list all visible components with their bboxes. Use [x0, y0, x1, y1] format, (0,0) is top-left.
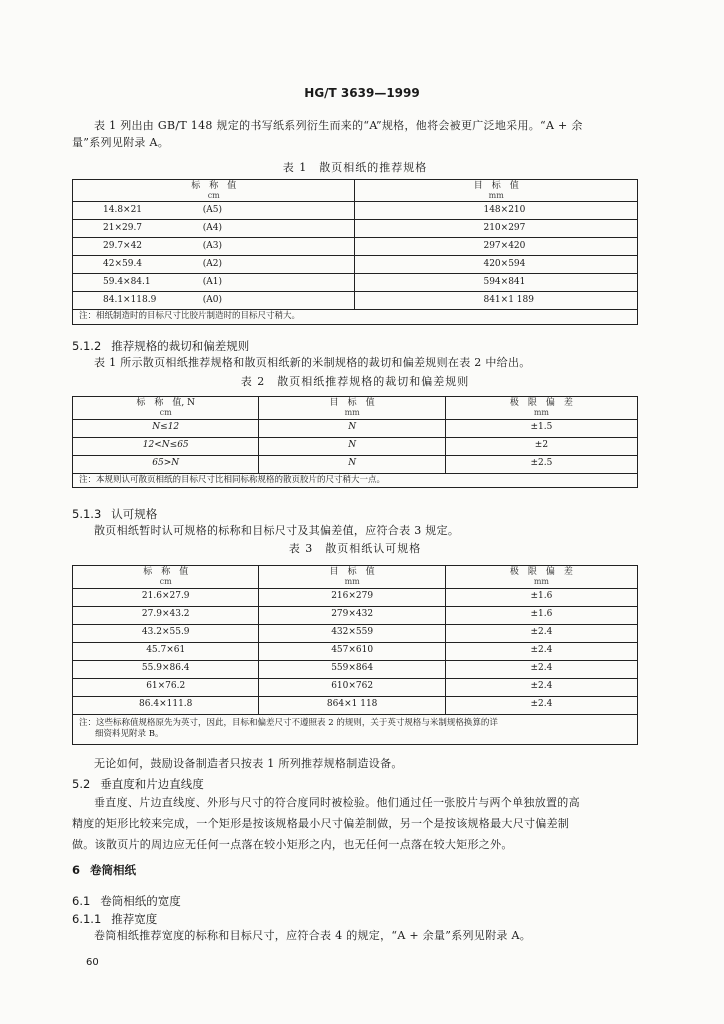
table1-target-cell: 841×1 189 — [355, 292, 638, 310]
section-5-1-3-text: 散页相纸暂时认可规格的标称和目标尺寸及其偏差值，应符合表 3 规定。 — [94, 524, 460, 538]
table-row — [73, 660, 638, 678]
table1-series-cell: (A1) — [197, 274, 355, 292]
table2-note: 注：本规则认可散页相纸的目标尺寸比相同标称规格的散页胶片的尺寸稍大一点。 — [73, 473, 638, 488]
table3-title: 表 3 散页相纸认可规格 — [288, 541, 422, 555]
table3-tolerance-cell: ±2.4 — [445, 624, 637, 642]
table1-nominal-cell: 42×59.4 — [73, 256, 197, 274]
table2-header-tolerance: 极 限 偏 差 mm — [445, 397, 637, 420]
table-row — [73, 292, 638, 310]
table3-target-cell: 457×610 — [259, 642, 445, 660]
table3-header-target: 目 标 值 mm — [259, 566, 445, 589]
table-row — [73, 274, 638, 292]
intro-line-2: 量”系列见附录 A。 — [72, 135, 170, 149]
table1 — [72, 179, 638, 325]
table3-tolerance-cell: ±2.4 — [445, 696, 637, 714]
section-6-1-1-heading: 6.1.1 推荐宽度 — [72, 912, 158, 926]
table3-target-cell: 216×279 — [259, 588, 445, 606]
table1-target-cell: 297×420 — [355, 238, 638, 256]
table-row — [73, 238, 638, 256]
table3-tolerance-cell: ±2.4 — [445, 660, 637, 678]
table-row — [73, 220, 638, 238]
table3-nominal-cell: 45.7×61 — [73, 642, 259, 660]
page-number: 60 — [86, 957, 99, 968]
table-row — [73, 455, 638, 473]
table1-header-nominal: 标 称 值 cm — [73, 179, 355, 202]
table3-nominal-cell: 61×76.2 — [73, 678, 259, 696]
table1-series-cell: (A0) — [197, 292, 355, 310]
table1-note: 注：相纸制造时的目标尺寸比胶片制造时的目标尺寸稍大。 — [73, 310, 638, 325]
table-row — [73, 624, 638, 642]
table1-header-target: 目 标 值 mm — [355, 179, 638, 202]
table3-target-cell: 610×762 — [259, 678, 445, 696]
table1-target-cell: 594×841 — [355, 274, 638, 292]
section-5-1-2-heading: 5.1.2 推荐规格的裁切和偏差规则 — [72, 339, 250, 353]
table1-nominal-cell: 14.8×21 — [73, 202, 197, 220]
table-row — [73, 437, 638, 455]
table3-tolerance-cell: ±1.6 — [445, 588, 637, 606]
table-row — [73, 202, 638, 220]
table3-nominal-cell: 27.9×43.2 — [73, 606, 259, 624]
table1-series-cell: (A5) — [197, 202, 355, 220]
table1-section — [72, 160, 638, 325]
table1-title: 表 1 散页相纸的推荐规格 — [282, 161, 428, 174]
table2-section — [72, 396, 638, 488]
table-row — [73, 588, 638, 606]
intro-line-1: 表 1 列出由 GB/T 148 规定的书写纸系列衍生而来的“A”规格，他将会被更广泛地采用。“A + 余 — [94, 119, 583, 132]
table3-section — [72, 565, 638, 745]
section-5-2-text: 垂直度、片边直线度、外形与尺寸的符合度同时被检验。他们通过任一张胶片与两个单独放置的高 精度的矩形比较来完成，一个矩形是按该规格最小尺寸偏差制做，另一个是按该规格最大尺寸偏差制 做。该散页片的周边应无任何一点落在较小矩形之内，也无任何一点落在较大矩形之外。 — [72, 796, 580, 852]
section-6-1-heading: 6.1 卷筒相纸的宽度 — [72, 894, 181, 908]
table1-nominal-cell: 84.1×118.9 — [73, 292, 197, 310]
table1-nominal-cell: 21×29.7 — [73, 220, 197, 238]
table-row — [73, 696, 638, 714]
table3-target-cell: 279×432 — [259, 606, 445, 624]
table1-nominal-cell: 59.4×84.1 — [73, 274, 197, 292]
table2-nominal-cell: N≤12 — [73, 419, 259, 437]
table1-target-cell: 210×297 — [355, 220, 638, 238]
table1-target-cell: 148×210 — [355, 202, 638, 220]
table3-header-nominal: 标 称 值 cm — [73, 566, 259, 589]
table3-target-cell: 559×864 — [259, 660, 445, 678]
table2 — [72, 396, 638, 488]
table3-target-cell: 432×559 — [259, 624, 445, 642]
table3-note: 注：这些标称值规格原先为英寸，因此，目标和偏差尺寸不遵照表 2 的规则，关于英寸规格与米制规格换算的详 细资料见附录 B。 — [73, 714, 638, 745]
table3-nominal-cell: 43.2×55.9 — [73, 624, 259, 642]
table-row — [73, 678, 638, 696]
section-6-1-1-text: 卷筒相纸推荐宽度的标称和目标尺寸，应符合表 4 的规定，“A + 余量”系列见附录 A。 — [94, 929, 532, 943]
table2-header-target: 目 标 值 mm — [259, 397, 445, 420]
table3-tolerance-cell: ±2.4 — [445, 678, 637, 696]
table2-target-cell: N — [259, 455, 445, 473]
section-6-1-1 — [72, 911, 638, 945]
table3-target-cell: 864×1 118 — [259, 696, 445, 714]
table2-tolerance-cell: ±1.5 — [445, 419, 637, 437]
table3-nominal-cell: 86.4×111.8 — [73, 696, 259, 714]
table2-nominal-cell: 65>N — [73, 455, 259, 473]
section-5-1-2-text: 表 1 所示散页相纸推荐规格和散页相纸新的米制规格的裁切和偏差规则在表 2 中给出。 — [94, 356, 531, 370]
table3-tolerance-cell: ±1.6 — [445, 606, 637, 624]
table2-title: 表 2 散页相纸推荐规格的裁切和偏差规则 — [240, 374, 470, 388]
table2-tolerance-cell: ±2.5 — [445, 455, 637, 473]
intro-paragraph — [72, 118, 638, 151]
table1-nominal-cell: 29.7×42 — [73, 238, 197, 256]
section-6-heading: 6 卷筒相纸 — [72, 863, 137, 877]
table3-nominal-cell: 21.6×27.9 — [73, 588, 259, 606]
table1-target-cell: 420×594 — [355, 256, 638, 274]
table2-target-cell: N — [259, 419, 445, 437]
section-5-1-2 — [72, 338, 638, 390]
after-table3-text: 无论如何，鼓励设备制造者只按表 1 所列推荐规格制造设备。 — [94, 757, 403, 770]
section-5-2-heading: 5.2 垂直度和片边直线度 — [72, 777, 204, 791]
table1-series-cell: (A2) — [197, 256, 355, 274]
table3 — [72, 565, 638, 745]
table1-series-cell: (A3) — [197, 238, 355, 256]
table3-nominal-cell: 55.9×86.4 — [73, 660, 259, 678]
section-5-1-3 — [72, 506, 638, 557]
table2-tolerance-cell: ±2 — [445, 437, 637, 455]
table2-header-nominal: 标 称 值, N cm — [73, 397, 259, 420]
table3-header-tolerance: 极 限 偏 差 mm — [445, 566, 637, 589]
table2-nominal-cell: 12<N≤65 — [73, 437, 259, 455]
table1-series-cell: (A4) — [197, 220, 355, 238]
table2-target-cell: N — [259, 437, 445, 455]
standard-header: HG/T 3639—1999 — [304, 86, 420, 100]
table-row — [73, 642, 638, 660]
section-5-2 — [72, 776, 638, 856]
table-row — [73, 419, 638, 437]
section-5-1-3-heading: 5.1.3 认可规格 — [72, 507, 158, 521]
table-row — [73, 256, 638, 274]
table-row — [73, 606, 638, 624]
table3-tolerance-cell: ±2.4 — [445, 642, 637, 660]
